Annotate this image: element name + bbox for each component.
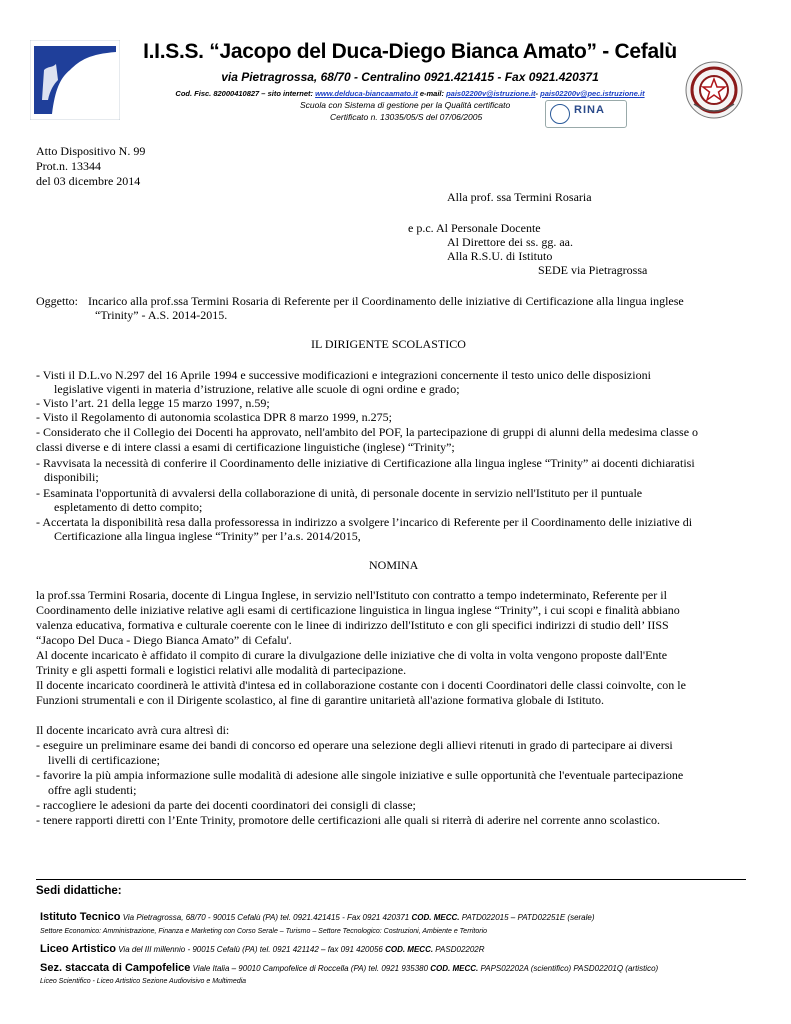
email-link-2[interactable]: pais02200v@pec.istruzione.it: [540, 89, 645, 98]
site-2-name: Liceo Artistico: [40, 943, 116, 955]
recipient-pc: e p.c. Al Personale Docente: [408, 221, 541, 235]
premise-line: - Visto l’art. 21 della legge 15 marzo 1997, n.59;: [36, 396, 270, 410]
nomina-line: “Jacopo Del Duca - Diego Bianca Amato” di Cefalu'.: [36, 633, 292, 647]
nomina-line: Al docente incaricato è affidato il compito di curare la divulgazione delle iniziative che di volta in volta vengono proposte dall'Ente: [36, 648, 668, 662]
nomina-line: Funzioni strumentali e con il Dirigente scolastico, al fine di garantire unitarietà all'azione formativa globale di Istituto.: [36, 693, 604, 707]
duty-line: - eseguire un preliminare esame dei bandi di concorso ed operare una selezione degli allievi ritenuti in grado di partecipare ai diversi: [36, 738, 673, 752]
dirigente-heading: IL DIRIGENTE SCOLASTICO: [311, 337, 466, 351]
site-2-code-label: COD. MECC.: [385, 945, 434, 954]
site-3-address: Viale Italia – 90010 Campofelice di Roccella (PA) tel. 0921 935380: [190, 964, 431, 973]
site-2-codes: PASD02202R: [433, 945, 485, 954]
nomina-line: Trinity e gli aspetti formali e logistici relativi alle modalità di partecipazione.: [36, 663, 407, 677]
quality-line-2: Certificato n. 13035/05/S del 07/06/2005: [330, 112, 483, 122]
school-title: I.I.S.S. “Jacopo del Duca-Diego Bianca Amato” - Cefalù: [143, 40, 677, 63]
nomina-line: valenza educativa, formativa e culturale coerente con le linee di indirizzo dell'Istituto e con gli specifici indirizzi di studio dell’ IISS: [36, 618, 669, 632]
duty-line: - favorire la più ampia informazione sulle modalità di adesione alle singole iniziative e sulle opportunità che l'eventuale partecipazione: [36, 768, 684, 782]
duty-line: - tenere rapporti diretti con l’Ente Trinity, promotore delle certificazioni alle quali si riterrà di aderire nel corrente anno scolastico.: [36, 813, 660, 827]
premise-line: - Esaminata l'opportunità di avvalersi della collaborazione di unità, di personale docente in servizio nell'Istituto per il puntuale: [36, 486, 643, 500]
premise-line: Certificazione alla lingua inglese “Trinity” per l’a.s. 2014/2015,: [54, 529, 361, 543]
duty-line: offre agli studenti;: [48, 783, 137, 797]
email-label: e-mail:: [417, 89, 447, 98]
footer-site-1: [40, 911, 595, 923]
rina-circle-icon: [550, 104, 570, 124]
prot-number: Prot.n. 13344: [36, 159, 102, 173]
premise-line: - Visti il D.L.vo N.297 del 16 Aprile 1994 e successive modificazioni e integrazioni concernente il testo unico delle disposizioni: [36, 368, 651, 382]
footer-site-2: [40, 943, 485, 955]
document-date: del 03 dicembre 2014: [36, 174, 141, 188]
premise-line: disponibili;: [44, 470, 99, 484]
site-2-address: Via del III millennio - 90015 Cefalù (PA) tel. 0921 421142 – fax 091 420056: [116, 945, 386, 954]
site-1-address: Via Pietragrossa, 68/70 - 90015 Cefalù (PA) tel. 0921.421415 - Fax 0921 420371: [120, 913, 412, 922]
subject-line-1: Incarico alla prof.ssa Termini Rosaria di Referente per il Coordinamento delle iniziative di Certificazione alla lingua inglese: [88, 294, 684, 308]
premise-line: classi diverse e di intere classi a esami di certificazione linguistiche (inglese) “Trinity”;: [36, 440, 455, 454]
site-3-name: Sez. staccata di Campofelice: [40, 962, 191, 974]
site-3-sub: Liceo Scientifico - Liceo Artistico Sezione Audiovisivo e Multimedia: [40, 978, 247, 985]
rina-badge: [545, 100, 627, 128]
site-3-codes: PAPS02202A (scientifico) PASD02201Q (artistico): [478, 964, 659, 973]
premise-line: - Considerato che il Collegio dei Docenti ha approvato, nell'ambito del POF, la partecipazione di gruppi di alunni della medesima classe o: [36, 425, 699, 439]
premise-line: legislative vigenti in materia d’istruzione, relative alle scuole di ogni ordine e grado;: [54, 382, 460, 396]
email-link-1[interactable]: pais02200v@istruzione.it: [446, 89, 536, 98]
subject-line-2: “Trinity” - A.S. 2014-2015.: [95, 308, 228, 322]
nomina-line: Coordinamento delle iniziative relative agli esami di certificazione linguistica in lingua inglese “Trinity”, i cui scopi e finalità abbiano: [36, 603, 680, 617]
fiscal-code: Cod. Fisc. 82000410827 – sito internet:: [175, 89, 316, 98]
nomina-line: Il docente incaricato coordinerà le attività d'intesa ed in collaborazione costante con i docenti Coordinatori delle classi coinvolte, con le: [36, 678, 686, 692]
site-1-sub: Settore Economico: Amministrazione, Finanza e Marketing con Corso Serale – Turismo – Settore Tecnologico: Costruzioni, Ambiente e Territorio: [40, 928, 488, 935]
footer-divider: [36, 879, 746, 880]
subject-label: Oggetto:: [36, 294, 78, 308]
recipient-dsga: Al Direttore dei ss. gg. aa.: [447, 235, 573, 249]
email-separator: -: [535, 89, 541, 98]
site-1-codes: PATD022015 – PATD02251E (serale): [459, 913, 595, 922]
footer-site-3: [40, 962, 658, 974]
duties-intro: Il docente incaricato avrà cura altresì di:: [36, 723, 230, 737]
recipient-sede: SEDE via Pietragrossa: [538, 263, 648, 277]
nomina-heading: NOMINA: [369, 558, 419, 572]
footer-heading: Sedi didattiche:: [36, 885, 122, 897]
premise-line: - Visto il Regolamento di autonomia scolastica DPR 8 marzo 1999, n.275;: [36, 410, 393, 424]
atto-number: Atto Dispositivo N. 99: [36, 144, 146, 158]
site-3-code-label: COD. MECC.: [430, 964, 479, 973]
duty-line: - raccogliere le adesioni da parte dei docenti coordinatori dei consigli di classe;: [36, 798, 416, 812]
premise-line: espletamento di detto compito;: [54, 500, 203, 514]
premise-line: - Ravvisata la necessità di conferire il Coordinamento delle iniziative di Certificazione alla lingua inglese “Trinity” ai docenti dichiaratisi: [36, 456, 695, 470]
site-1-name: Istituto Tecnico: [40, 911, 121, 923]
republic-emblem: [684, 60, 744, 125]
school-contacts: [60, 89, 760, 98]
premise-line: - Accertata la disponibilità resa dalla professoressa in indirizzo a svolgere l’incarico di Referente per il Coordinamento delle iniziative di: [36, 515, 693, 529]
quality-line-1: Scuola con Sistema di gestione per la Qualità certificato: [300, 100, 511, 110]
school-address: via Pietragrossa, 68/70 - Centralino 0921.421415 - Fax 0921.420371: [221, 70, 599, 84]
rina-label: RINA: [574, 104, 605, 116]
site-1-code-label: COD. MECC.: [411, 913, 460, 922]
duty-line: livelli di certificazione;: [48, 753, 160, 767]
website-link[interactable]: www.delduca-biancaamato.it: [315, 89, 418, 98]
recipient-main: Alla prof. ssa Termini Rosaria: [447, 190, 592, 204]
school-logo: [30, 40, 120, 125]
recipient-rsu: Alla R.S.U. di Istituto: [447, 249, 553, 263]
nomina-line: la prof.ssa Termini Rosaria, docente di Lingua Inglese, in servizio nell'Istituto con contratto a tempo indeterminato, Referente per il: [36, 588, 667, 602]
